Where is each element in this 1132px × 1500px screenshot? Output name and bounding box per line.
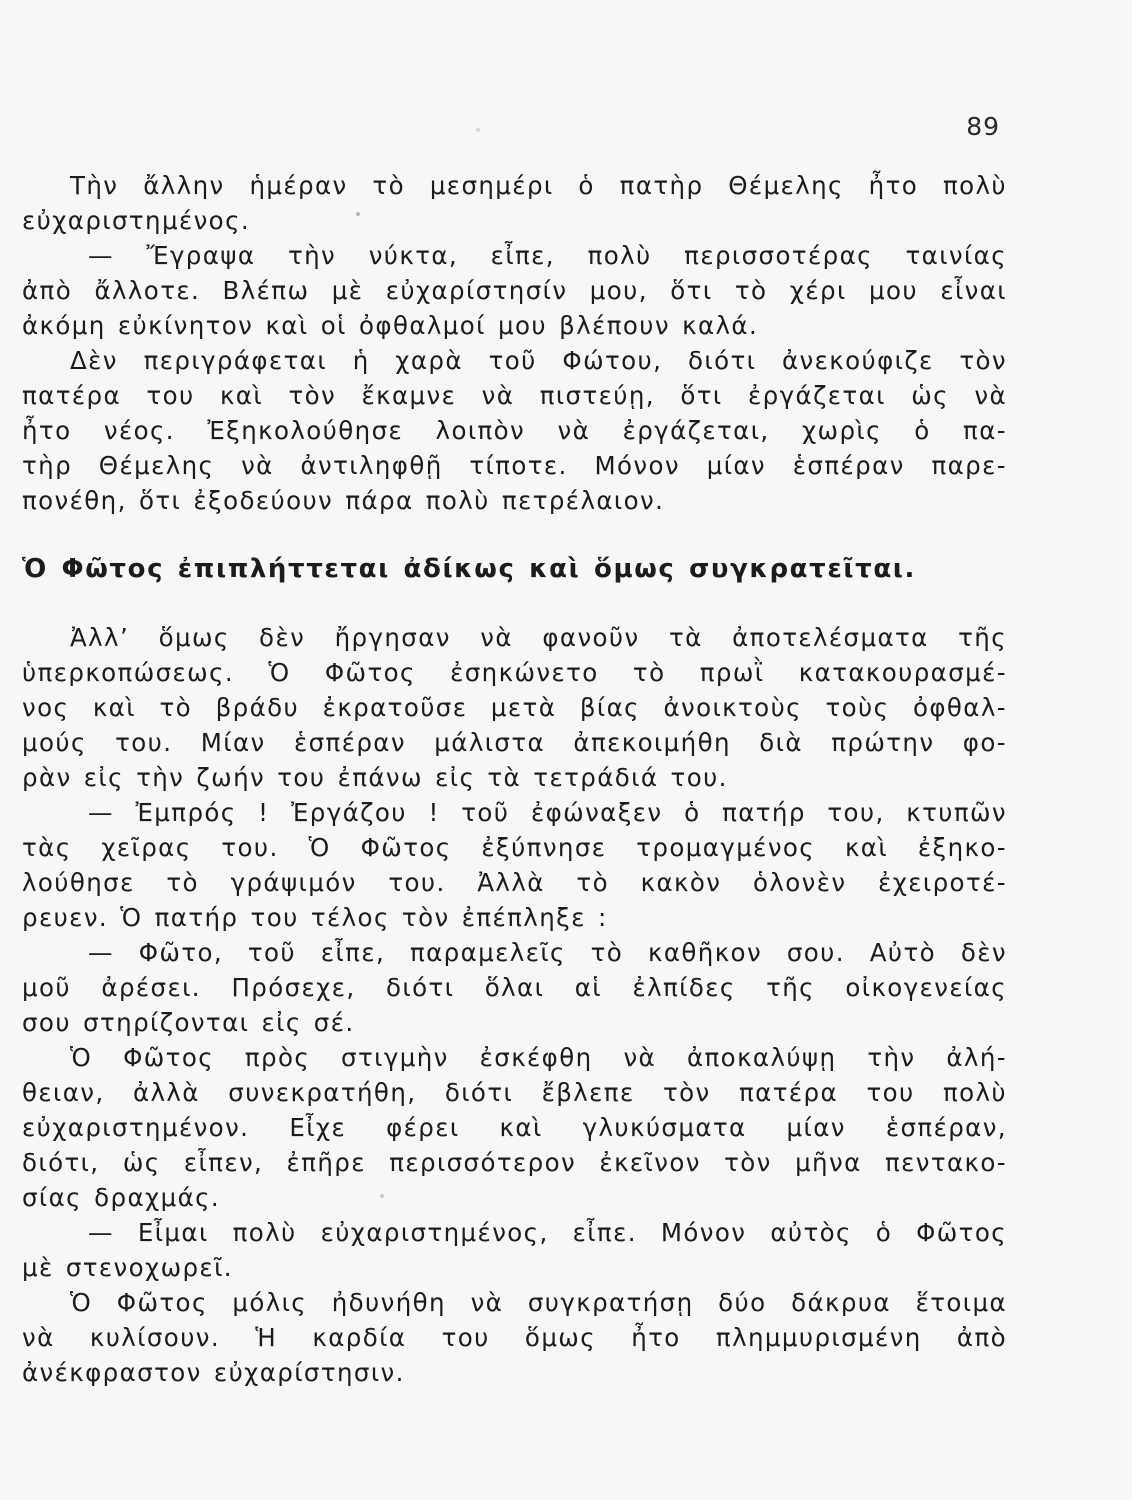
text-line: μοῦ ἀρέσει. Πρόσεχε, διότι ὅλαι αἱ ἐλπίδες τῆς οἰκογενείας: [22, 973, 1007, 1002]
text-line: νὰ κυλίσουν. Ἡ καρδία του ὅμως ἦτο πλημμυρισμένη ἀπὸ: [22, 1323, 1007, 1352]
text-line: ρευεν. Ὁ πατήρ του τέλος τὸν ἐπέπληξε :: [22, 903, 608, 932]
text-line: — Εἶμαι πολὺ εὐχαριστημένος, εἶπε. Μόνον αὐτὸς ὁ Φῶτος: [88, 1218, 1007, 1247]
text-line: θειαν, ἀλλὰ συνεκρατήθη, διότι ἔβλεπε τὸν πατέρα του πολὺ: [22, 1078, 1007, 1107]
text-block-bottom: [22, 620, 1007, 1390]
text-line: μὲ στενοχωρεῖ.: [22, 1253, 233, 1282]
text-line: πονέθη, ὅτι ἐξοδεύουν πάρα πολὺ πετρέλαιον.: [22, 486, 665, 515]
print-speck: [380, 1194, 384, 1198]
text-line: ἀπὸ ἄλλοτε. Βλέπω μὲ εὐχαρίστησίν μου, ὅτι τὸ χέρι μου εἶναι: [22, 276, 1007, 305]
text-line: ἦτο νέος. Ἐξηκολούθησε λοιπὸν νὰ ἐργάζεται, χωρὶς ὁ πα-: [22, 416, 1007, 445]
print-speck: [476, 128, 480, 132]
text-line: ἀνέκφραστον εὐχαρίστησιν.: [22, 1358, 405, 1387]
text-line: νος καὶ τὸ βράδυ ἐκρατοῦσε μετὰ βίας ἀνοικτοὺς τοὺς ὀφθαλ-: [22, 693, 1007, 722]
text-line: σου στηρίζονται εἰς σέ.: [22, 1008, 355, 1037]
text-line: — Ἐμπρός ! Ἐργάζου ! τοῦ ἐφώναξεν ὁ πατήρ του, κτυπῶν: [88, 798, 1007, 827]
text-line: ἀκόμη εὐκίνητον καὶ οἱ ὀφθαλμοί μου βλέπουν καλά.: [22, 311, 759, 340]
text-line: λούθησε τὸ γράψιμόν του. Ἀλλὰ τὸ κακὸν ὁλονὲν ἐχειροτέ-: [22, 868, 1007, 897]
text-line: — Ἔγραψα τὴν νύκτα, εἶπε, πολὺ περισσοτέρας ταινίας: [88, 241, 1007, 270]
page-number: 89: [966, 112, 1000, 141]
text-line: μούς του. Μίαν ἑσπέραν μάλιστα ἀπεκοιμήθη διὰ πρώτην φο-: [22, 728, 1007, 757]
text-line: Ἀλλ’ ὅμως δὲν ἤργησαν νὰ φανοῦν τὰ ἀποτελέσματα τῆς: [70, 623, 1007, 652]
text-line: Ὁ Φῶτος πρὸς στιγμὴν ἐσκέφθη νὰ ἀποκαλύψῃ τὴν ἀλή-: [70, 1043, 1007, 1072]
text-line: — Φῶτο, τοῦ εἶπε, παραμελεῖς τὸ καθῆκον σου. Αὐτὸ δὲν: [88, 938, 1007, 967]
text-line: τὰς χεῖρας του. Ὁ Φῶτος ἐξύπνησε τρομαγμένος καὶ ἐξηκο-: [22, 833, 1007, 862]
text-line: Τὴν ἄλλην ἡμέραν τὸ μεσημέρι ὁ πατὴρ Θέμελης ἦτο πολὺ: [70, 171, 1007, 200]
text-block-top: [22, 168, 1007, 518]
text-line: ρὰν εἰς τὴν ζωήν του ἐπάνω εἰς τὰ τετράδιά του.: [22, 763, 728, 792]
text-line: εὐχαριστημένον. Εἶχε φέρει καὶ γλυκύσματα μίαν ἑσπέραν,: [22, 1113, 1007, 1142]
text-line: Ὁ Φῶτος μόλις ἠδυνήθη νὰ συγκρατήσῃ δύο δάκρυα ἕτοιμα: [70, 1288, 1007, 1317]
text-line: διότι, ὡς εἶπεν, ἐπῆρε περισσότερον ἐκεῖνον τὸν μῆνα πεντακο-: [22, 1148, 1007, 1177]
print-speck: [356, 212, 360, 216]
section-heading: Ὁ Φῶτος ἐπιπλήττεται ἀδίκως καὶ ὅμως συγκρατεῖται.: [22, 554, 917, 584]
text-line: ὑπερκοπώσεως. Ὁ Φῶτος ἐσηκώνετο τὸ πρωῒ κατακουρασμέ-: [22, 658, 1007, 687]
text-line: τὴρ Θέμελης νὰ ἀντιληφθῇ τίποτε. Μόνον μίαν ἑσπέραν παρε-: [22, 451, 1007, 480]
text-line: εὐχαριστημένος.: [22, 206, 251, 235]
text-line: σίας δραχμάς.: [22, 1183, 221, 1212]
text-line: πατέρα του καὶ τὸν ἔκαμνε νὰ πιστεύῃ, ὅτι ἐργάζεται ὡς νὰ: [22, 381, 1007, 410]
text-line: Δὲν περιγράφεται ἡ χαρὰ τοῦ Φώτου, διότι ἀνεκούφιζε τὸν: [70, 346, 1007, 375]
